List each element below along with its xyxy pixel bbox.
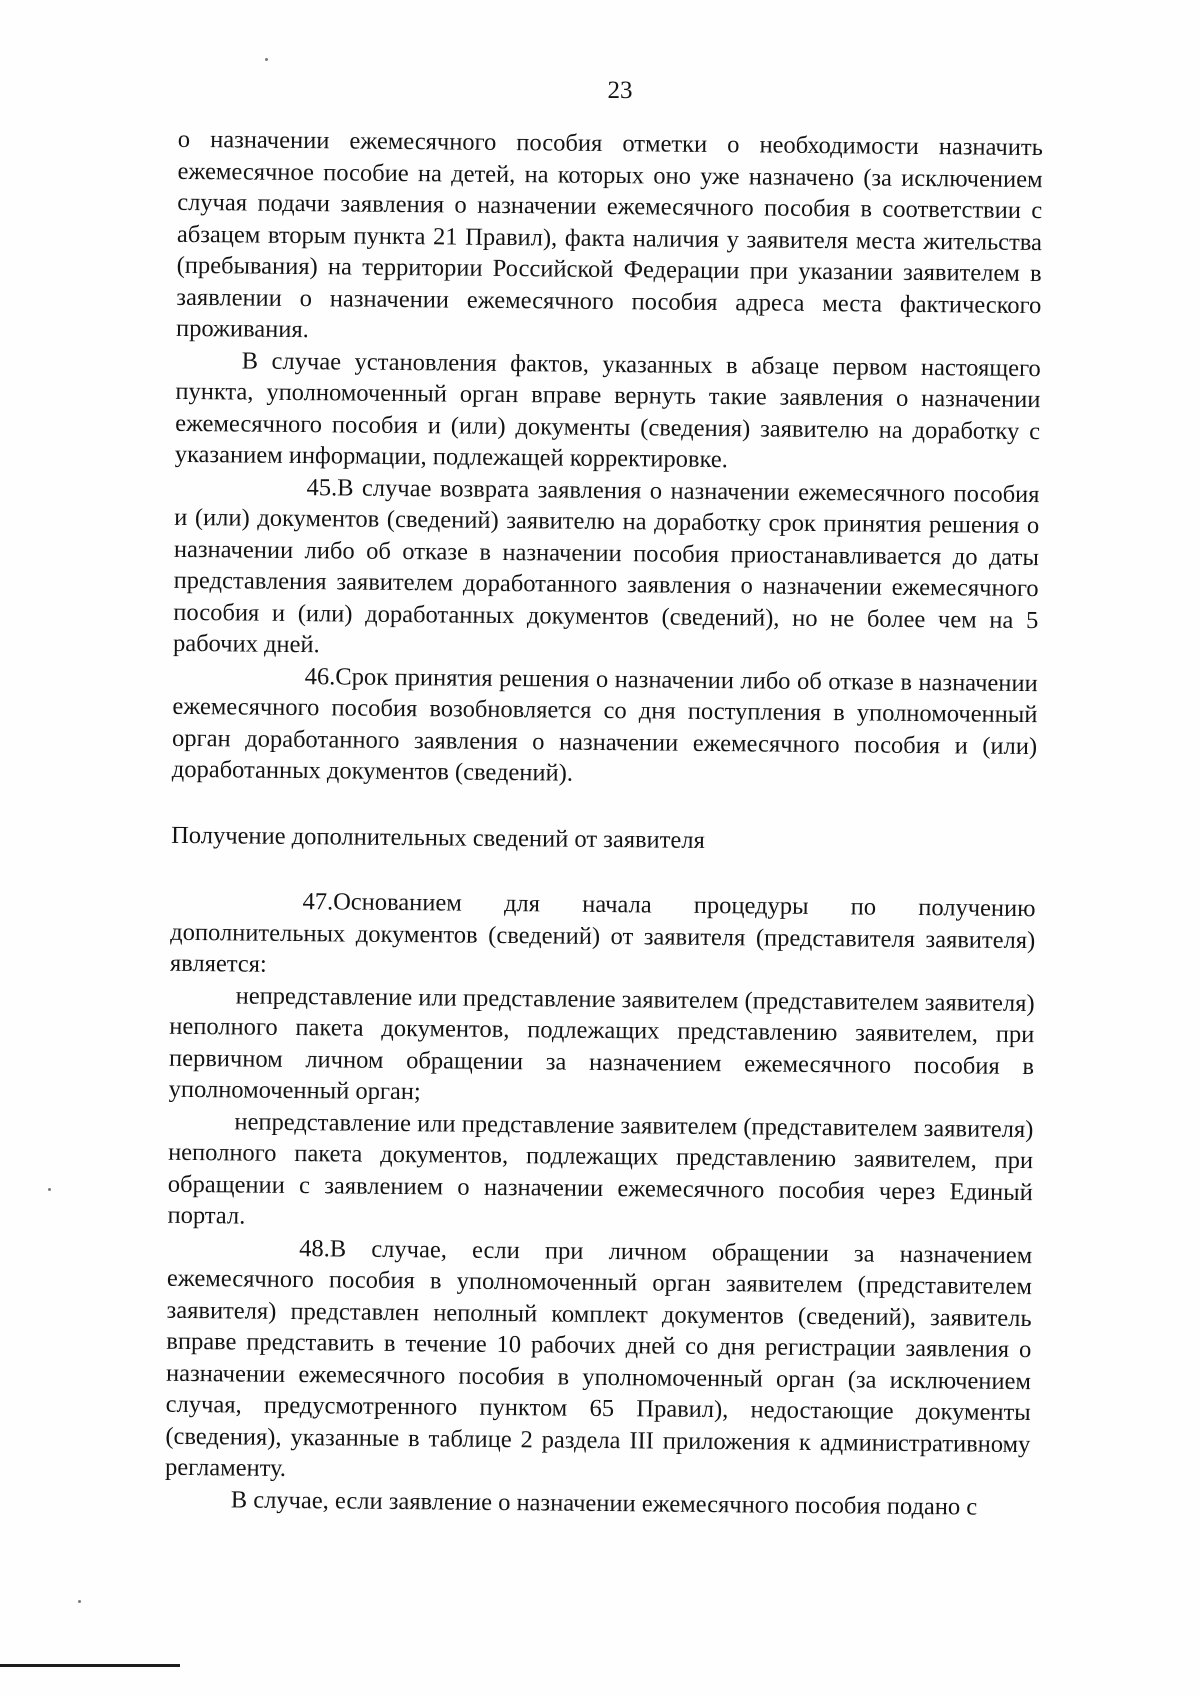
scan-edge-line (0, 1664, 180, 1667)
page-number: 23 (607, 77, 633, 104)
clause-47 (170, 885, 1036, 988)
clause-46 (172, 659, 1038, 793)
clause-text: Основанием для начала процедуры по получению дополнительных документов (сведений) от заявителя (представителя заявителя) является: (169, 888, 1036, 978)
document-body (165, 124, 1043, 1523)
scan-speck (78, 1600, 81, 1603)
clause-text: Срок принятия решения о назначении либо об отказе в назначении ежемесячного пособия возобновляется со дня поступления в уполномоченный орган доработанного заявления о назначении ежемесячного пособия и (или) доработанных документов (сведений). (171, 662, 1038, 787)
clause-number: 46. (304, 662, 336, 690)
paragraph-fact-return: В случае установления фактов, указанных в абзаце первом настоящего пункта, уполномоченный орган вправе вернуть такие заявления о назначении ежемесячного пособия и (или) документы (сведения) заявителю на доработку с указанием информации, подлежащей корректировке. (174, 346, 1041, 474)
clause-text: В случае, если при личном обращении за назначением ежемесячного пособия в уполномоченный орган заявителем (представителем заявителя) представлен неполный комплект документов (сведений), заявитель вправе представить в течение 10 рабочих дней со дня регистрации заявления о назначении ежемесячного пособия в уполномоченный орган (за исключением случая, предусмотренного пунктом 65 Правил), недостающие документы (сведения), указанные в таблице 2 раздела III приложения к административному регламенту. (164, 1234, 1033, 1482)
scan-speck (265, 58, 268, 61)
paragraph-trailing: В случае, если заявление о назначении ежемесячного пособия подано с (230, 1485, 978, 1521)
clause-number: 47. (302, 888, 334, 916)
scan-speck (48, 1188, 51, 1191)
list-item-portal: непредставление или представление заявителем (представителем заявителя) неполного пакета документов, подлежащих представлению заявителем, при обращении с заявлением о назначении ежемесячного пособия через Единый портал. (167, 1107, 1034, 1230)
clause-number: 48. (299, 1234, 330, 1262)
paragraph-continued: о назначении ежемесячного пособия отметки о необходимости назначить ежемесячное пособие на детей, на которых оно уже назначено (за исключением случая подачи заявления о назначении ежемесячного пособия в соответствии с абзацем вторым пункта 21 Правил), факта наличия у заявителя места жительства (пребывания) на территории Российской Федерации при указании заявителем в заявлении о назначении ежемесячного пособия адреса места фактического проживания. (175, 125, 1043, 344)
list-item-office: непредставление или представление заявителем (представителем заявителя) неполного пакета документов, подлежащих представлению заявителем, при первичном личном обращении за назначением ежемесячного пособия в уполномоченный орган; (168, 981, 1035, 1106)
section-heading: Получение дополнительных сведений от заявителя (171, 821, 705, 854)
clause-45 (173, 470, 1040, 667)
clause-48 (165, 1231, 1032, 1491)
clause-number: 45. (306, 473, 338, 501)
clause-text: В случае возврата заявления о назначении ежемесячного пособия и (или) документов (сведений) заявителю на доработку срок принятия решения о назначении либо об отказе в назначении пособия приостанавливается до даты представления заявителем доработанного заявления о назначении ежемесячного пособия и (или) доработанных документов (сведений), но не более чем на 5 рабочих дней. (172, 473, 1040, 659)
